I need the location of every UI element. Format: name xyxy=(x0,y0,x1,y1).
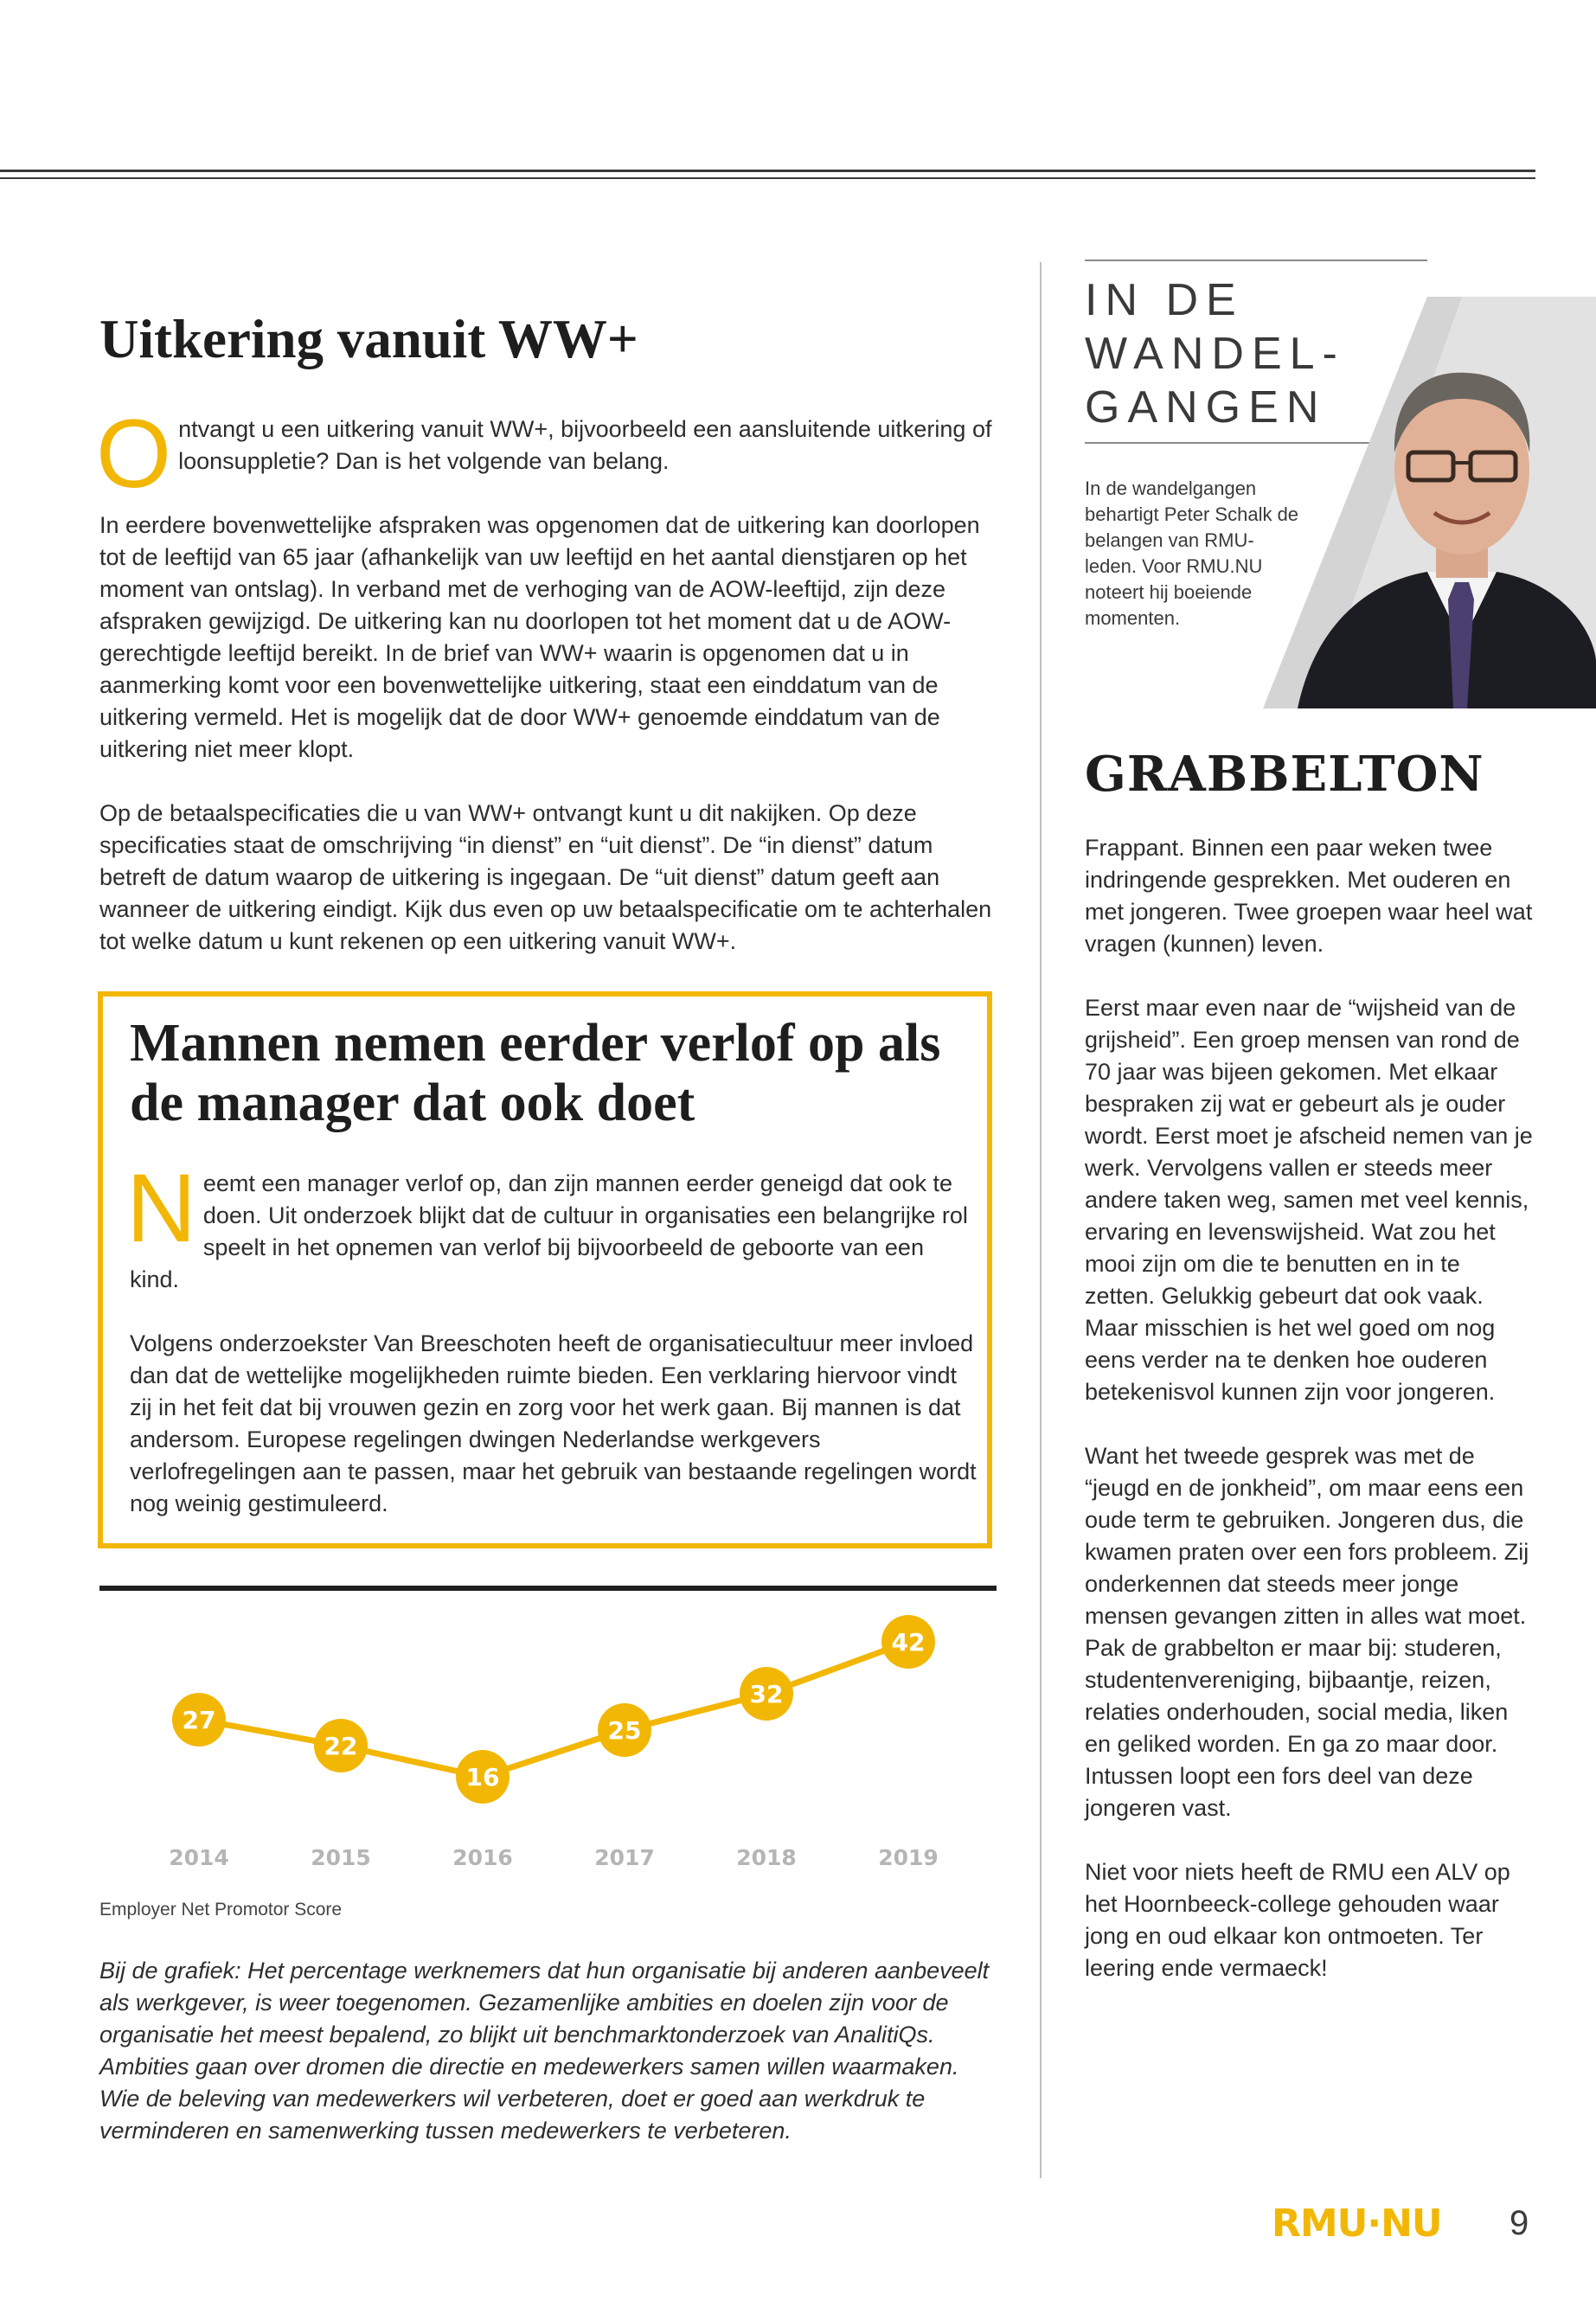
article-body-verlof xyxy=(126,1154,977,1552)
author-portrait xyxy=(1263,297,1596,708)
page-number: 9 xyxy=(1509,2204,1529,2242)
chart-top-rule xyxy=(99,1586,997,1591)
x-tick-label: 2014 xyxy=(169,1845,229,1870)
article-lead xyxy=(126,1154,977,1296)
brand-logo: RMU·NU xyxy=(1272,2202,1442,2246)
data-label: 42 xyxy=(891,1628,926,1657)
column-body xyxy=(1085,832,1535,2016)
x-tick-label: 2016 xyxy=(452,1845,513,1870)
column-title: GRABBELTON xyxy=(1085,746,1484,803)
series-line xyxy=(199,1642,908,1777)
data-label: 27 xyxy=(182,1706,216,1734)
line-chart xyxy=(99,1609,999,1886)
x-tick-label: 2015 xyxy=(311,1845,371,1870)
data-label: 25 xyxy=(607,1716,642,1745)
article-body-ww xyxy=(96,400,999,990)
lead-text: eemt een manager verlof op, dan zijn mannen eerder geneigd dat ook te doen. Uit onderzoek blijkt dat de cultuur in organisaties een belangrijke rol speelt in het opnemen van verlof bij bijvoorbeeld de geboorte van een kind. xyxy=(130,1170,968,1292)
data-label: 22 xyxy=(324,1732,358,1760)
dropcap: N xyxy=(126,1154,196,1262)
paragraph: In eerdere bovenwettelijke afspraken was opgenomen dat de uitkering kan doorlopen tot de leeftijd van 65 jaar (afhankelijk van uw leeftijd en het aantal dienstjaren op het moment van ontslag). In verband met de verhoging van de AOW-leeftijd, zijn deze afspraken gewijzigd. De uitkering kan nu doorlopen tot het moment dat u de AOW-gerechtigde leeftijd bereikt. In de brief van WW+ waarin is opgenomen dat u in aanmerking komt voor een bovenwettelijke uitkering, staat een einddatum van de uitkering vermeld. Het is mogelijk dat de door WW+ genoemde einddatum van de uitkering niet meer klopt. xyxy=(99,512,980,762)
paragraph: Niet voor niets heeft de RMU een ALV op het Hoornbeeck-college gehouden waar jong en oud elkaar kon ontmoeten. Ter leering ende vermaeck! xyxy=(1085,1859,1510,1981)
article-lead xyxy=(96,400,999,508)
top-rule xyxy=(0,170,1535,172)
sidebar-rule-top xyxy=(1085,260,1427,261)
x-tick-label: 2019 xyxy=(878,1845,939,1870)
column-heading-line: IN DE xyxy=(1085,275,1244,325)
column-intro: In de wandelgangen behartigt Peter Schalk de belangen van RMU-leden. Voor RMU.NU noteert hij boeiende momenten. xyxy=(1085,478,1299,629)
dropcap: O xyxy=(96,400,172,508)
paragraph: Frappant. Binnen een paar weken twee indringende gesprekken. Met ouderen en met jongeren. Twee groepen waar heel wat vragen (kunnen) leven. xyxy=(1085,835,1533,957)
article-title-verlof: Mannen nemen eerder verlof op als de manager dat ook doet xyxy=(130,1014,941,1132)
column-heading-line: WANDEL- xyxy=(1085,329,1345,379)
paragraph: Want het tweede gesprek was met de “jeugd en de jonkheid”, om maar eens een oude term te gebruiken. Jongeren dus, die kwamen praten over een fors probleem. Zij onderkennen dat steeds meer jonge mensen gevangen zitten in alles wat moet. Pak de grabbelton er maar bij: studeren, studentenvereniging, bijbaantje, reizen, relaties onderhouden, social media, liken en geliked worden. En ga zo maar door. Intussen loopt een fors deel van deze jongeren vast. xyxy=(1085,1443,1529,1821)
chart-caption: Employer Net Promotor Score xyxy=(99,1900,343,1920)
column-heading-line: GANGEN xyxy=(1085,382,1327,433)
lead-text: ntvangt u een uitkering vanuit WW+, bijvoorbeeld een aansluitende uitkering of loonsuppletie? Dan is het volgende van belang. xyxy=(178,416,992,474)
top-rule-thin xyxy=(0,177,1535,179)
paragraph: Op de betaalspecificaties die u van WW+ ontvangt kunt u dit nakijken. Op deze specificaties staat de omschrijving “in dienst” en “uit dienst”. De “in dienst” datum betreft de datum waarop de uitkering is ingegaan. De “uit dienst” datum geeft aan wanneer de uitkering eindigt. Kijk dus even op uw betaalspecificatie om te achterhalen tot welke datum u kunt rekenen op een uitkering vanuit WW+. xyxy=(99,800,992,954)
data-label: 32 xyxy=(749,1680,784,1708)
data-label: 16 xyxy=(465,1763,500,1791)
x-tick-label: 2017 xyxy=(594,1845,655,1870)
x-tick-label: 2018 xyxy=(736,1845,797,1870)
column-divider xyxy=(1040,262,1042,2178)
article-title-ww: Uitkering vanuit WW+ xyxy=(99,309,638,369)
chart-note: Bij de grafiek: Het percentage werknemers dat hun organisatie bij anderen aanbeveelt als werkgever, is weer toegenomen. Gezamenlijke ambities en doelen zijn voor de organisatie het meest bepalend, zo blijkt uit benchmarktonderzoek van AnalitiQs. Ambities gaan over dromen die directie en medewerkers samen willen waarmaken. Wie de beleving van medewerkers wil verbeteren, doet er goed aan werkdruk te verminderen en samenwerking tussen medewerkers te verbeteren. xyxy=(99,1958,990,2144)
paragraph: Volgens onderzoekster Van Breeschoten heeft de organisatiecultuur meer invloed dan dat de wettelijke mogelijkheden ruimte bieden. Een verklaring hiervoor vindt zij in het feit dat bij vrouwen gezin en zorg voor het werk gaan. Bij mannen is dat andersom. Europese regelingen dwingen Nederlandse werkgevers verlofregelingen aan te passen, maar het gebruik van bestaande regelingen wordt nog weinig gestimuleerd. xyxy=(130,1330,977,1516)
paragraph: Eerst maar even naar de “wijsheid van de grijsheid”. Een groep mensen van rond de 70 jaar was bijeen gekomen. Met elkaar bespraken zij wat er gebeurt als je ouder wordt. Eerst moet je afscheid nemen van je werk. Vervolgens vallen er steeds meer andere taken weg, samen met veel kennis, ervaring en levenswijsheid. Wat zou het mooi zijn om die te benutten en in te zetten. Gelukkig gebeurt dat ook vaak. Maar misschien is het wel goed om nog eens verder na te denken hoe ouderen betekenisvol kunnen zijn voor jongeren. xyxy=(1085,995,1533,1405)
